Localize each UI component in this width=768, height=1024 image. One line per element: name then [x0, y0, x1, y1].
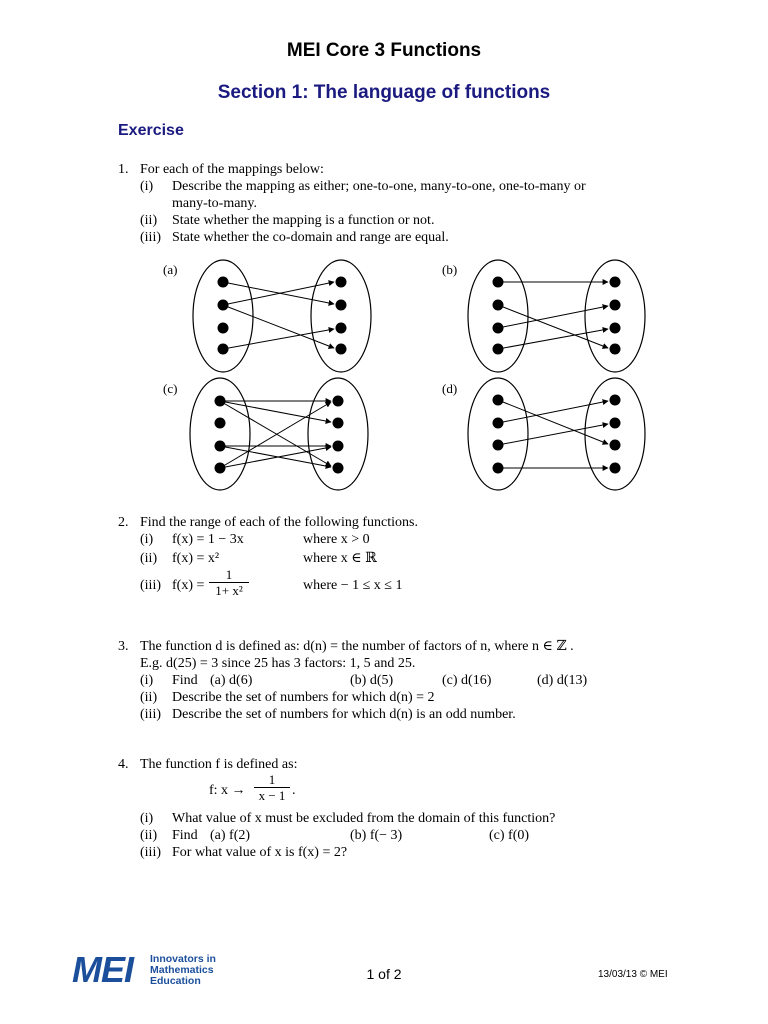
q3-item: (a) d(6): [210, 673, 253, 688]
q4-item: (a) f(2): [210, 828, 251, 843]
q4-part-label: (i): [140, 811, 154, 826]
q4-part-label: (iii): [140, 845, 161, 860]
q4-find: Find: [172, 828, 198, 843]
q4-part-text: What value of x must be excluded from the domain of this function?: [172, 811, 556, 826]
q4-map-suffix: .: [292, 783, 296, 798]
q3-part-label: (ii): [140, 690, 158, 705]
q3-example: E.g. d(25) = 3 since 25 has 3 factors: 1, 5 and 25.: [140, 656, 416, 671]
q4-intro: The function f is defined as:: [140, 757, 298, 772]
q4-map-prefix: f: x →: [209, 783, 246, 798]
q2-domain: where − 1 ≤ x ≤ 1: [303, 578, 403, 593]
q2-function: f(x) = x²: [172, 551, 220, 566]
tagline-line: Mathematics: [150, 964, 214, 976]
q3-intro: The function d is defined as: d(n) = the number of factors of n, where n ∈ ℤ .: [140, 639, 574, 654]
q2-part-label: (i): [140, 532, 154, 547]
q3-part-label: (i): [140, 673, 154, 688]
fraction-denominator: 1+ x²: [215, 583, 243, 598]
diagram-d-label: (d): [442, 381, 458, 396]
q3-part-text: Describe the set of numbers for which d(n) = 2: [172, 690, 435, 705]
tagline-line: Education: [150, 975, 201, 987]
q4-fraction: [254, 772, 290, 803]
q2-function: f(x) = 1 − 3x: [172, 532, 244, 547]
q3-item: (b) d(5): [350, 673, 394, 688]
q1-part-label: (i): [140, 179, 154, 194]
page-title: MEI Core 3 Functions: [286, 40, 482, 61]
q4-item: (c) f(0): [489, 828, 530, 843]
q3-item: (d) d(13): [537, 673, 588, 688]
mapping-diagram-c: [190, 378, 368, 490]
mei-logo: MEI: [72, 949, 134, 990]
q2-part-label: (iii): [140, 578, 161, 593]
q3-find: Find: [172, 673, 198, 688]
q3-item: (c) d(16): [442, 673, 492, 688]
q1-part-text: State whether the mapping is a function or not.: [172, 213, 435, 228]
q4-number: 4.: [118, 757, 129, 772]
diagram-c-label: (c): [163, 381, 178, 396]
q2-domain: where x > 0: [303, 532, 370, 547]
q1-part-text: Describe the mapping as either; one-to-one, many-to-one, one-to-many or: [172, 179, 586, 194]
q1-number: 1.: [118, 162, 129, 177]
q2-function: f(x) =: [172, 578, 205, 593]
page-number: 1 of 2: [366, 966, 402, 982]
mapping-diagram-a: [193, 260, 371, 372]
q2-fraction: [209, 567, 249, 598]
q2-intro: Find the range of each of the following functions.: [140, 515, 418, 530]
tagline-line: Innovators in: [150, 953, 216, 965]
fraction-numerator: 1: [268, 772, 276, 787]
q1-part-label: (ii): [140, 213, 158, 228]
footer-date-copyright: 13/03/13 © MEI: [598, 969, 668, 980]
exercise-heading: Exercise: [118, 122, 184, 139]
q1-part-text: State whether the co-domain and range are equal.: [172, 230, 449, 245]
q1-part-text: many-to-many.: [172, 196, 258, 211]
diagram-a-label: (a): [163, 262, 178, 277]
q1-part-label: (iii): [140, 230, 161, 245]
mapping-diagram-d: [468, 378, 645, 490]
section-title: Section 1: The language of functions: [217, 82, 551, 103]
q4-item: (b) f(− 3): [350, 828, 403, 843]
q3-number: 3.: [118, 639, 129, 654]
diagram-b-label: (b): [442, 262, 458, 277]
q4-part-text: For what value of x is f(x) = 2?: [172, 845, 348, 860]
q2-part-label: (ii): [140, 551, 158, 566]
fraction-denominator: x − 1: [258, 788, 286, 803]
q3-part-text: Describe the set of numbers for which d(n) is an odd number.: [172, 707, 516, 722]
q3-part-label: (iii): [140, 707, 161, 722]
fraction-numerator: 1: [225, 567, 233, 582]
mapping-diagram-b: [468, 260, 645, 372]
q2-domain: where x ∈ ℝ: [303, 551, 377, 566]
q4-part-label: (ii): [140, 828, 158, 843]
q1-intro: For each of the mappings below:: [140, 162, 324, 177]
q2-number: 2.: [118, 515, 129, 530]
